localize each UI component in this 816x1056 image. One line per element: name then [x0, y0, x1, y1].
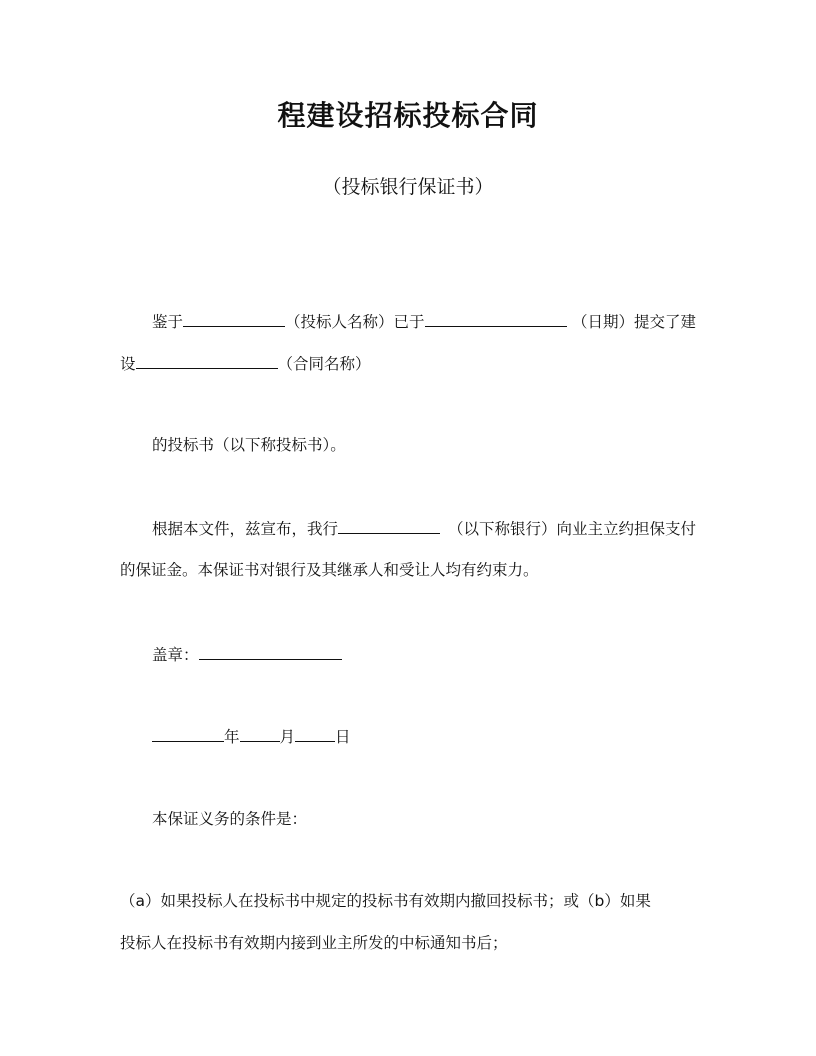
paragraph-2: 的投标书（以下称投标书）。: [152, 436, 346, 454]
seal-line: [152, 641, 696, 668]
blank-date: [425, 308, 567, 327]
conditions-intro: 本保证义务的条件是：: [152, 810, 308, 828]
blank-day: [295, 723, 335, 742]
paragraph-3-line-2: 的保证金。本保证书对银行及其继承人和受让人均有约束力。: [120, 561, 539, 579]
text-bank-label: （以下称银行）向业主立约担保支付: [447, 520, 696, 538]
blank-contract-name: [136, 350, 278, 369]
document-title: 程建设招标投标合同: [277, 99, 539, 132]
text-date-label: （日期）提交了建: [571, 313, 696, 331]
date-line: [152, 723, 696, 750]
blank-year: [152, 723, 224, 742]
text-month: 月: [279, 728, 296, 746]
blank-bank-name: [338, 515, 440, 534]
text-year: 年: [224, 728, 240, 746]
text-declaration: 根据本文件，兹宣布，我行: [152, 520, 339, 538]
text-day: 日: [335, 728, 351, 746]
paragraph-1-line-1: [152, 308, 696, 335]
paragraph-1-line-2: [120, 350, 696, 377]
document-subtitle: （投标银行保证书）: [322, 176, 494, 198]
condition-a-line-2: 投标人在投标书有效期内接到业主所发的中标通知书后；: [120, 934, 508, 952]
paragraph-3-line-1: [152, 515, 696, 542]
blank-month: [240, 723, 280, 742]
text-bidder-name-label: （投标人名称）已于: [285, 313, 425, 331]
condition-a-line-1: （a）如果投标人在投标书中规定的投标书有效期内撤回投标书；或（b）如果: [120, 892, 651, 910]
seal-label: 盖章：: [152, 646, 199, 664]
text-jianyu: 鉴于: [152, 313, 184, 331]
text-contract-name-label: （合同名称）: [277, 355, 371, 373]
text-she: 设: [120, 355, 136, 373]
blank-seal: [199, 641, 342, 660]
blank-bidder-name: [183, 308, 285, 327]
